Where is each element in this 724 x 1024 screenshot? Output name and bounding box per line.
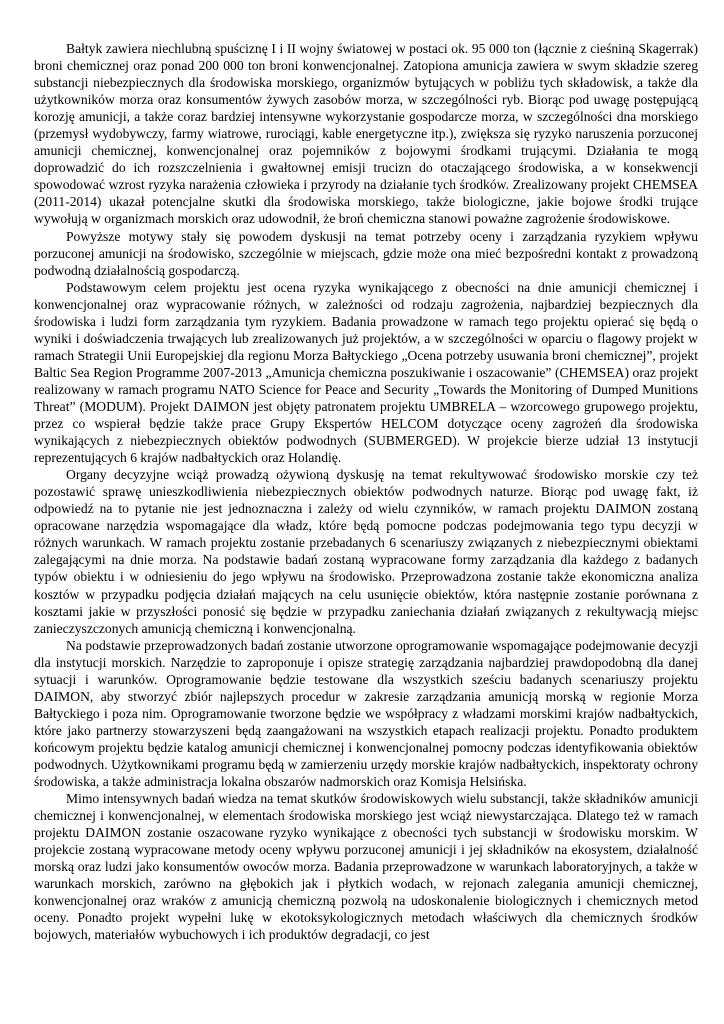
- paragraph-risk-discussion: Powyższe motywy stały się powodem dyskusji na temat potrzeby oceny i zarządzania ryzykiem wpływu porzuconej amunicji na środowisko, szczególnie w miejscach, gdzie może ona mieć bezpośredni kontakt z prowadzoną podwodną działalnością gospodarczą.: [34, 228, 698, 278]
- paragraph-baltic-munitions: Bałtyk zawiera niechlubną spuściznę I i II wojny światowej w postaci ok. 95 000 ton (łącznie z cieśniną Skagerrak) broni chemicznej oraz ponad 200 000 ton broni konwencjonalnej. Zatopiona amunicja zawiera w swym składzie szereg substancji niebezpiecznych dla środowiska morskiego, organizmów bytujących w pobliżu tych składowisk, a także dla użytkowników morza oraz konsumentów żywych zasobów morza, w szczególności ryb. Biorąc pod uwagę postępującą korozję amunicji, a także coraz bardziej intensywne wykorzystanie gospodarcze morza, w szczególności dna morskiego (przemysł wydobywczy, farmy wiatrowe, rurociągi, kable energetyczne itp.), zwiększa się ryzyko naruszenia porzuconej amunicji chemicznej, konwencjonalnej oraz pojemników z bojowymi środkami trującymi. Działania te mogą doprowadzić do ich rozszczelnienia i gwałtownej emisji trucizn do otaczającego środowiska, a w konsekwencji spowodować wzrost ryzyka narażenia człowieka i przyrody na działanie tych środków. Zrealizowany projekt CHEMSEA (2011-2014) ukazał potencjalne skutki dla środowiska morskiego, także biologiczne, jakie bojowe środki trujące wywołują w organizmach morskich oraz udowodnił, że broń chemiczna stanowi poważne zagrożenie środowiskowe.: [34, 41, 698, 227]
- paragraph-project-goal: Podstawowym celem projektu jest ocena ryzyka wynikającego z obecności na dnie amunicji chemicznej i konwencjonalnej oraz wypracowanie różnych, w zależności od rodzaju zagrożenia, najbardziej bezpiecznych dla środowiska i ludzi form zarządzania tym ryzykiem. Badania prowadzone w ramach tego projektu opierać się będą o wyniki i doświadczenia trwających lub zrealizowanych już projektów, a w szczególności w oparciu o flagowy projekt w ramach Strategii Unii Europejskiej dla regionu Morza Bałtyckiego „Ocena potrzeby usuwania broni chemicznej”, projekt Baltic Sea Region Programme 2007-2013 „Amunicja chemiczna poszukiwanie i oszacowanie” (CHEMSEA) oraz projekt realizowany w ramach programu NATO Science for Peace and Security „Towards the Monitoring of Dumped Munitions Threat” (MODUM). Projekt DAIMON jest objęty patronatem projektu UMBRELA – wzorcowego grupowego projektu, przez co wspierał będzie także prace Grupy Ekspertów HELCOM dotyczące oceny zagrożeń dla środowiska wynikających z niebezpiecznych obiektów podwodnych (SUBMERGED). W projekcie bierze udział 13 instytucji reprezentujących 6 krajów nadbałtyckich oraz Holandię.: [34, 279, 698, 466]
- paragraph-decision-makers: Organy decyzyjne wciąż prowadzą ożywioną dyskusję na temat rekultywować środowisko morskie czy też pozostawić sprawę unieszkodliwienia niebezpiecznych obiektów podwodnych naturze. Biorąc pod uwagę fakt, iż odpowiedź na to pytanie nie jest jednoznaczna i zależy od wielu czynników, w ramach projektu DAIMON zostaną opracowane narzędzia wspomagające dla władz, które będą pomocne podczas podejmowania tego typu decyzji w różnych warunkach. W ramach projektu zostanie przebadanych 6 scenariuszy związanych z niebezpiecznymi obiektami zalegającymi na dnie morza. Na podstawie badań zostaną wypracowane formy zarządzania dla każdego z badanych typów obiektu i w odniesieniu do jego wpływu na środowisko. Przeprowadzona zostanie także ekonomiczna analiza kosztów w przypadku podjęcia działań mających na celu usunięcie obiektów, która następnie zostanie porównana z kosztami jakie w przyszłości ponosić się będzie w przypadku zaniechania działań związanych z rekultywacją miejsc zanieczyszczonych amunicją chemiczną i konwencjonalną.: [34, 467, 698, 636]
- paragraph-environmental-research: Mimo intensywnych badań wiedza na temat skutków środowiskowych wielu substancji, także składników amunicji chemicznej i konwencjonalnej, w elementach środowiska morskiego jest wciąż niewystarczająca. Dlatego też w ramach projektu DAIMON zostanie oszacowane ryzyko wynikające z obecności tych substancji w środowisku morskim. W projekcie zostaną wypracowane metody oceny wpływu porzuconej amunicji i jej składników na ekosystem, działalność morską oraz ludzi jako konsumentów owoców morza. Badania przeprowadzone w warunkach laboratoryjnych, a także w warunkach morskich, zarówno na głębokich jak i płytkich wodach, w rejonach zalegania amunicji chemicznej, konwencjonalnej oraz wraków z amunicją chemiczną pozwolą na udoskonalenie biologicznych i chemicznych metod oceny. Ponadto projekt wypełni lukę w ekotoksykologicznych metodach właściwych dla chemicznych środków bojowych, materiałów wybuchowych i ich produktów degradacji, co jest: [34, 791, 698, 943]
- paragraph-software: Na podstawie przeprowadzonych badań zostanie utworzone oprogramowanie wspomagające podejmowanie decyzji dla instytucji morskich. Narzędzie to zaproponuje i opisze strategię zarządzania najbardziej prawdopodobną dla danej sytuacji i warunków. Oprogramowanie będzie testowane dla wszystkich sześciu badanych scenariuszy projektu DAIMON, aby stworzyć zbiór najlepszych procedur w zakresie zarządzania amunicją morską w regionie Morza Bałtyckiego i poza nim. Oprogramowanie tworzone będzie we współpracy z władzami morskimi krajów nadbałtyckich, które jako partnerzy stowarzyszeni będą zaangażowani na wszystkich etapach realizacji projektu. Ponadto produktem końcowym projektu będzie katalog amunicji chemicznej i konwencjonalnej pomocny podczas identyfikowania obiektów podwodnych. Użytkownikami programu będą w zamierzeniu urzędy morskie krajów nadbałtyckich, inspektoraty ochrony środowiska, a także administracja lokalna obszarów nadmorskich oraz Komisja Helsińska.: [34, 637, 698, 790]
- document-page: [34, 40, 698, 943]
